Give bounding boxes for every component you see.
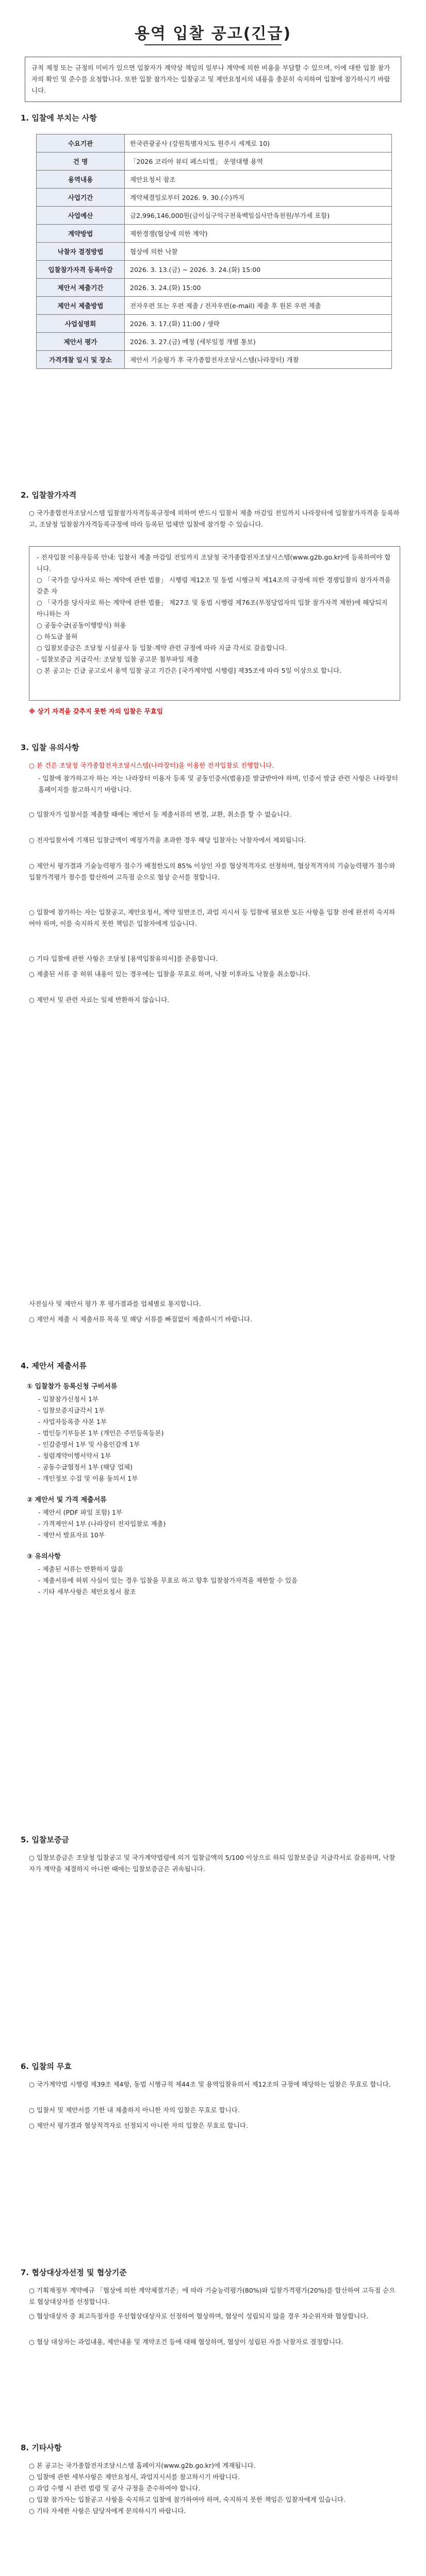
info-label: 제안서 제출방법 xyxy=(37,297,125,315)
s2-box xyxy=(29,546,400,701)
s3-p4: ○ 전자입찰서에 기재된 입찰금액이 예정가격을 초과한 경우 해당 입찰자는 낙찰자에서 제외됩니다. xyxy=(29,836,306,844)
s8-item: ○ 입찰에 관한 세부사항은 제안요청서, 과업지시서를 참고하시기 바랍니다. xyxy=(29,2473,240,2481)
s4-item: - 입찰참가신청서 1부 xyxy=(38,1395,99,1403)
s4-item: - 공동수급협정서 1부 (해당 업체) xyxy=(38,1463,133,1471)
info-label: 제안서 제출기간 xyxy=(37,279,125,297)
info-label: 사업기간 xyxy=(37,189,125,207)
s7-p1: ○ 기획재정부 계약예규 「협상에 의한 계약체결기준」에 따라 기술능력평가(80%)와 입찰가격평가(20%)를 합산하여 고득점 순으로 협상대상자를 선정합니다. xyxy=(29,2286,396,2306)
section-5-heading: 5. 입찰보증금 xyxy=(21,1835,69,1844)
s3-p1: ○ 본 건은 조달청 국가종합전자조달시스템(나라장터)을 이용한 전자입찰로 진행합니다. xyxy=(29,761,274,769)
notice-title: 용역 입찰 공고(긴급) xyxy=(134,25,292,43)
info-row xyxy=(37,351,392,369)
s2-p5: ○ 공동수급(공동이행방식) 허용 xyxy=(37,621,126,629)
info-value: 제안서 기술평가 후 국가종합전자조달시스템(나라장터) 개찰 xyxy=(125,351,392,369)
s2-p3: ○ 「국가를 당사자로 하는 계약에 관한 법률」 시행령 제12조 및 동법 시행규칙 제14조의 규정에 의한 경쟁입찰의 참가자격을 갖춘 자 xyxy=(37,576,391,595)
info-row xyxy=(37,189,392,207)
info-label: 수요기관 xyxy=(37,134,125,152)
info-label: 입찰참가자격 등록마감 xyxy=(37,261,125,279)
s2-p7: ○ 입찰보증금은 조달청 시설공사 등 입찰·계약 관련 규정에 따라 지급 각서로 갈음합니다. xyxy=(37,644,287,652)
info-label: 가격개찰 일시 및 장소 xyxy=(37,351,125,369)
s3-p5: ○ 제안서 평가결과 기술능력평가 점수가 배점한도의 85% 이상인 자를 협상적격자로 선정하며, 협상적격자의 기술능력평가 점수와 입찰가격평가 점수를 합산하여 고득점 순으로 협상 순서를 정합니다. xyxy=(29,862,396,881)
info-row xyxy=(37,225,392,243)
s4-item: - 제안서 발표자료 10부 xyxy=(38,1531,105,1539)
info-value: 금2,996,146,000원(금이십구억구천육백일십사만육천원/부가세 포함) xyxy=(125,207,392,225)
info-value: 2026. 3. 24.(화) 15:00 xyxy=(125,279,392,297)
info-label: 낙찰자 결정방법 xyxy=(37,243,125,261)
s5-p1: ○ 입찰보증금은 조달청 입찰공고 및 국가계약법령에 의거 입찰금액의 5/100 이상으로 하되 입찰보증금 지급각서로 갈음하며, 낙찰자가 계약을 체결하지 아니한 때에는 입찰보증금은 귀속됩니다. xyxy=(29,1854,396,1873)
info-label: 건 명 xyxy=(37,152,125,171)
s4-list1 xyxy=(38,1394,399,1484)
s4-item: - 청렴계약이행서약서 1부 xyxy=(38,1452,111,1460)
s4-list3 xyxy=(38,1564,399,1598)
info-value: 「2026 코리아 뷰티 페스티벌」 운영대행 용역 xyxy=(125,152,392,171)
section-7-heading: 7. 협상대상자선정 및 협상기준 xyxy=(21,2268,127,2277)
info-row xyxy=(37,315,392,333)
s8-item: ○ 과업 수행 시 관련 법령 및 공사 규정을 준수하여야 합니다. xyxy=(29,2484,201,2492)
s2-p8: - 입찰보증금 지급각서: 조달청 입찰 공고문 첨부파일 제출 xyxy=(37,655,199,663)
info-value: 한국관광공사 (강원특별자치도 원주시 세계로 10) xyxy=(125,134,392,152)
info-value: 계약체결일로부터 2026. 9. 30.(수)까지 xyxy=(125,189,392,207)
info-row xyxy=(37,243,392,261)
s4-item: - 사업자등록증 사본 1부 xyxy=(38,1418,107,1426)
s4-item: - 기타 세부사항은 제안요청서 참조 xyxy=(38,1588,136,1596)
s7-p2: ○ 협상대상자 중 최고득점자를 우선협상대상자로 선정하여 협상하며, 협상이 성립되지 않을 경우 차순위자와 협상합니다. xyxy=(29,2312,369,2320)
info-label: 사업예산 xyxy=(37,207,125,225)
bid-info-table xyxy=(36,134,392,369)
info-row xyxy=(37,333,392,351)
title-underline xyxy=(144,44,282,45)
s3-p8: ○ 제출된 서류 중 허위 내용이 있는 경우에는 입찰을 무효로 하며, 낙찰 이후라도 낙찰을 취소합니다. xyxy=(29,970,310,978)
info-value: 협상에 의한 낙찰 xyxy=(125,243,392,261)
info-row xyxy=(37,207,392,225)
section-4-heading: 4. 제안서 제출서류 xyxy=(21,1361,87,1370)
section-8-heading: 8. 기타사항 xyxy=(21,2443,62,2452)
info-row xyxy=(37,261,392,279)
s3b-p1: 사전심사 및 제안서 평가 후 평가결과를 업체별로 통지합니다. xyxy=(29,1300,201,1308)
info-row xyxy=(37,134,392,152)
s2-p9: ○ 본 공고는 긴급 공고로서 용역 입찰 공고 기간은 [국가계약법 시행령] 제35조에 따라 5일 이상으로 합니다. xyxy=(37,667,342,674)
s4-item: - 인감증명서 1부 및 사용인감계 1부 xyxy=(38,1440,140,1448)
s3-p7: ○ 기타 입찰에 관한 사항은 조달청 [용역입찰유의서]를 준용합니다. xyxy=(29,955,218,962)
info-label: 사업설명회 xyxy=(37,315,125,333)
info-value: 전자우편 또는 우편 제출 / 전자우편(e-mail) 제출 후 원본 우편 제출 xyxy=(125,297,392,315)
info-value: 2026. 3. 17.(화) 11:00 / 생략 xyxy=(125,315,392,333)
info-value: 2026. 3. 27.(금) 예정 (세부일정 개별 통보) xyxy=(125,333,392,351)
info-value: 2026. 3. 13.(금) ~ 2026. 3. 24.(화) 15:00 xyxy=(125,261,392,279)
s2-p1: ○ 국가종합전자조달시스템 입찰참가자격등록규정에 의하여 반드시 입찰서 제출 마감일 전일까지 나라장터에 입찰참가자격을 등록하고, 조달청 입찰참가자격등록규정에 따라 등록된 업체만 입찰에 참가할 수 있습니다. xyxy=(29,509,400,528)
section-2-heading: 2. 입찰참가자격 xyxy=(21,490,77,500)
intro-box: 규칙 제정 또는 규정의 미비가 있으면 입찰자가 계약상 책임의 일부나 계약에 의한 비용을 부담할 수 있으며, 이에 대한 입찰 참가자의 확인 및 준수를 요청합니다. 또한 입찰 참가자는 입찰공고 및 제안요청서의 내용을 충분히 숙지하여 입찰에 참가하시기 바랍니다. xyxy=(25,57,401,102)
s6-p2: ○ 입찰서 및 제안서를 기한 내 제출하지 아니한 자의 입찰은 무효로 합니다. xyxy=(29,2106,240,2114)
s4-sub3: ③ 유의사항 xyxy=(27,1553,61,1561)
section-3-heading: 3. 입찰 유의사항 xyxy=(21,743,79,752)
s2-warning: ※ 상기 자격을 갖추지 못한 자의 입찰은 무효임 xyxy=(29,707,163,715)
s8-item: ○ 본 공고는 국가종합전자조달시스템 홈페이지(www.g2b.go.kr)에 게재됩니다. xyxy=(29,2462,256,2469)
s4-sub2: ② 제안서 및 가격 제출서류 xyxy=(27,1496,107,1504)
s4-list2 xyxy=(38,1507,399,1541)
s3-p2: - 입찰에 참가하고자 하는 자는 나라장터 이용자 등록 및 공동인증서(범용)를 발급받아야 하며, 인증서 발급 관련 사항은 나라장터 홈페이지를 참고하시기 바랍니다. xyxy=(38,774,398,793)
s4-sub1: ① 입찰참가 등록신청 구비서류 xyxy=(27,1383,118,1391)
s6-p1: ○ 국가계약법 시행령 제39조 제4항, 동법 시행규칙 제44조 및 용역입찰유의서 제12조의 규정에 해당하는 입찰은 무효로 합니다. xyxy=(29,2080,391,2088)
s4-item: - 입찰보증지급각서 1부 xyxy=(38,1406,105,1414)
s3b-p2: ○ 제안서 제출 시 제출서류 목록 및 해당 서류를 빠짐없이 제출하시기 바랍니다. xyxy=(29,1315,252,1323)
s3-p9: ○ 제안서 및 관련 자료는 일체 반환하지 않습니다. xyxy=(29,996,170,1004)
s4-item: - 가격제안서 1부 (나라장터 전자입찰로 제출) xyxy=(38,1520,166,1528)
info-label: 계약방법 xyxy=(37,225,125,243)
s4-item: - 제안서 (PDF 파일 포함) 1부 xyxy=(38,1509,123,1516)
info-value: 제한경쟁(협상에 의한 계약) xyxy=(125,225,392,243)
s3-p3: ○ 입찰자가 입찰서를 제출할 때에는 제안서 등 제출서류의 변경, 교환, 취소를 할 수 없습니다. xyxy=(29,810,292,818)
s4-item: - 제출서류에 허위 사실이 있는 경우 입찰을 무효로 하고 향후 입찰참가자격을 제한할 수 있음 xyxy=(38,1577,298,1584)
section-6-heading: 6. 입찰의 무효 xyxy=(21,2062,72,2071)
info-row xyxy=(37,297,392,315)
s7-p3: ○ 협상 대상자는 과업내용, 제안내용 및 계약조건 등에 대해 협상하며, 협상이 성립된 자를 낙찰자로 결정합니다. xyxy=(29,2338,343,2346)
info-value: 제안요청서 참조 xyxy=(125,171,392,189)
info-label: 제안서 평가 xyxy=(37,333,125,351)
info-row xyxy=(37,279,392,297)
s8-item: ○ 기타 자세한 사항은 담당자에게 문의하시기 바랍니다. xyxy=(29,2507,186,2515)
info-row xyxy=(37,152,392,171)
s4-item: - 개인정보 수집 및 이용 동의서 1부 xyxy=(38,1475,138,1482)
s3-p6: ○ 입찰에 참가하는 자는 입찰공고, 제안요청서, 계약 일반조건, 과업 지시서 등 입찰에 필요한 모든 사항을 입찰 전에 완전히 숙지하여야 하며, 이를 숙지하지 못한 책임은 입찰자에게 있습니다. xyxy=(29,908,396,927)
s2-p2: - 전자입찰 이용자등록 안내: 입찰서 제출 마감일 전일까지 조달청 국가종합전자조달시스템(www.g2b.go.kr)에 등록하여야 합니다. xyxy=(37,553,391,572)
info-label: 용역내용 xyxy=(37,171,125,189)
s2-p6: ○ 하도급 불허 xyxy=(37,633,78,640)
s4-item: - 법인등기부등본 1부 (개인은 주민등록등본) xyxy=(38,1429,164,1437)
s8-item: ○ 입찰 참가자는 입찰공고 사항을 숙지하고 입찰에 참가하여야 하며, 숙지하지 못한 책임은 입찰자에게 있습니다. xyxy=(29,2496,346,2503)
section-1-heading: 1. 입찰에 부치는 사항 xyxy=(21,113,97,123)
s2-p4: ○ 「국가를 당사자로 하는 계약에 관한 법률」 제27조 및 동법 시행령 제76조(부정당업자의 입찰 참가자격 제한)에 해당되지 아니하는 자 xyxy=(37,599,388,618)
s6-p3: ○ 제안서 평가결과 협상적격자로 선정되지 아니한 자의 입찰은 무효로 합니다. xyxy=(29,2122,248,2129)
s4-item: - 제출된 서류는 반환하지 않음 xyxy=(38,1565,124,1573)
s8-list xyxy=(29,2460,400,2517)
info-row xyxy=(37,171,392,189)
